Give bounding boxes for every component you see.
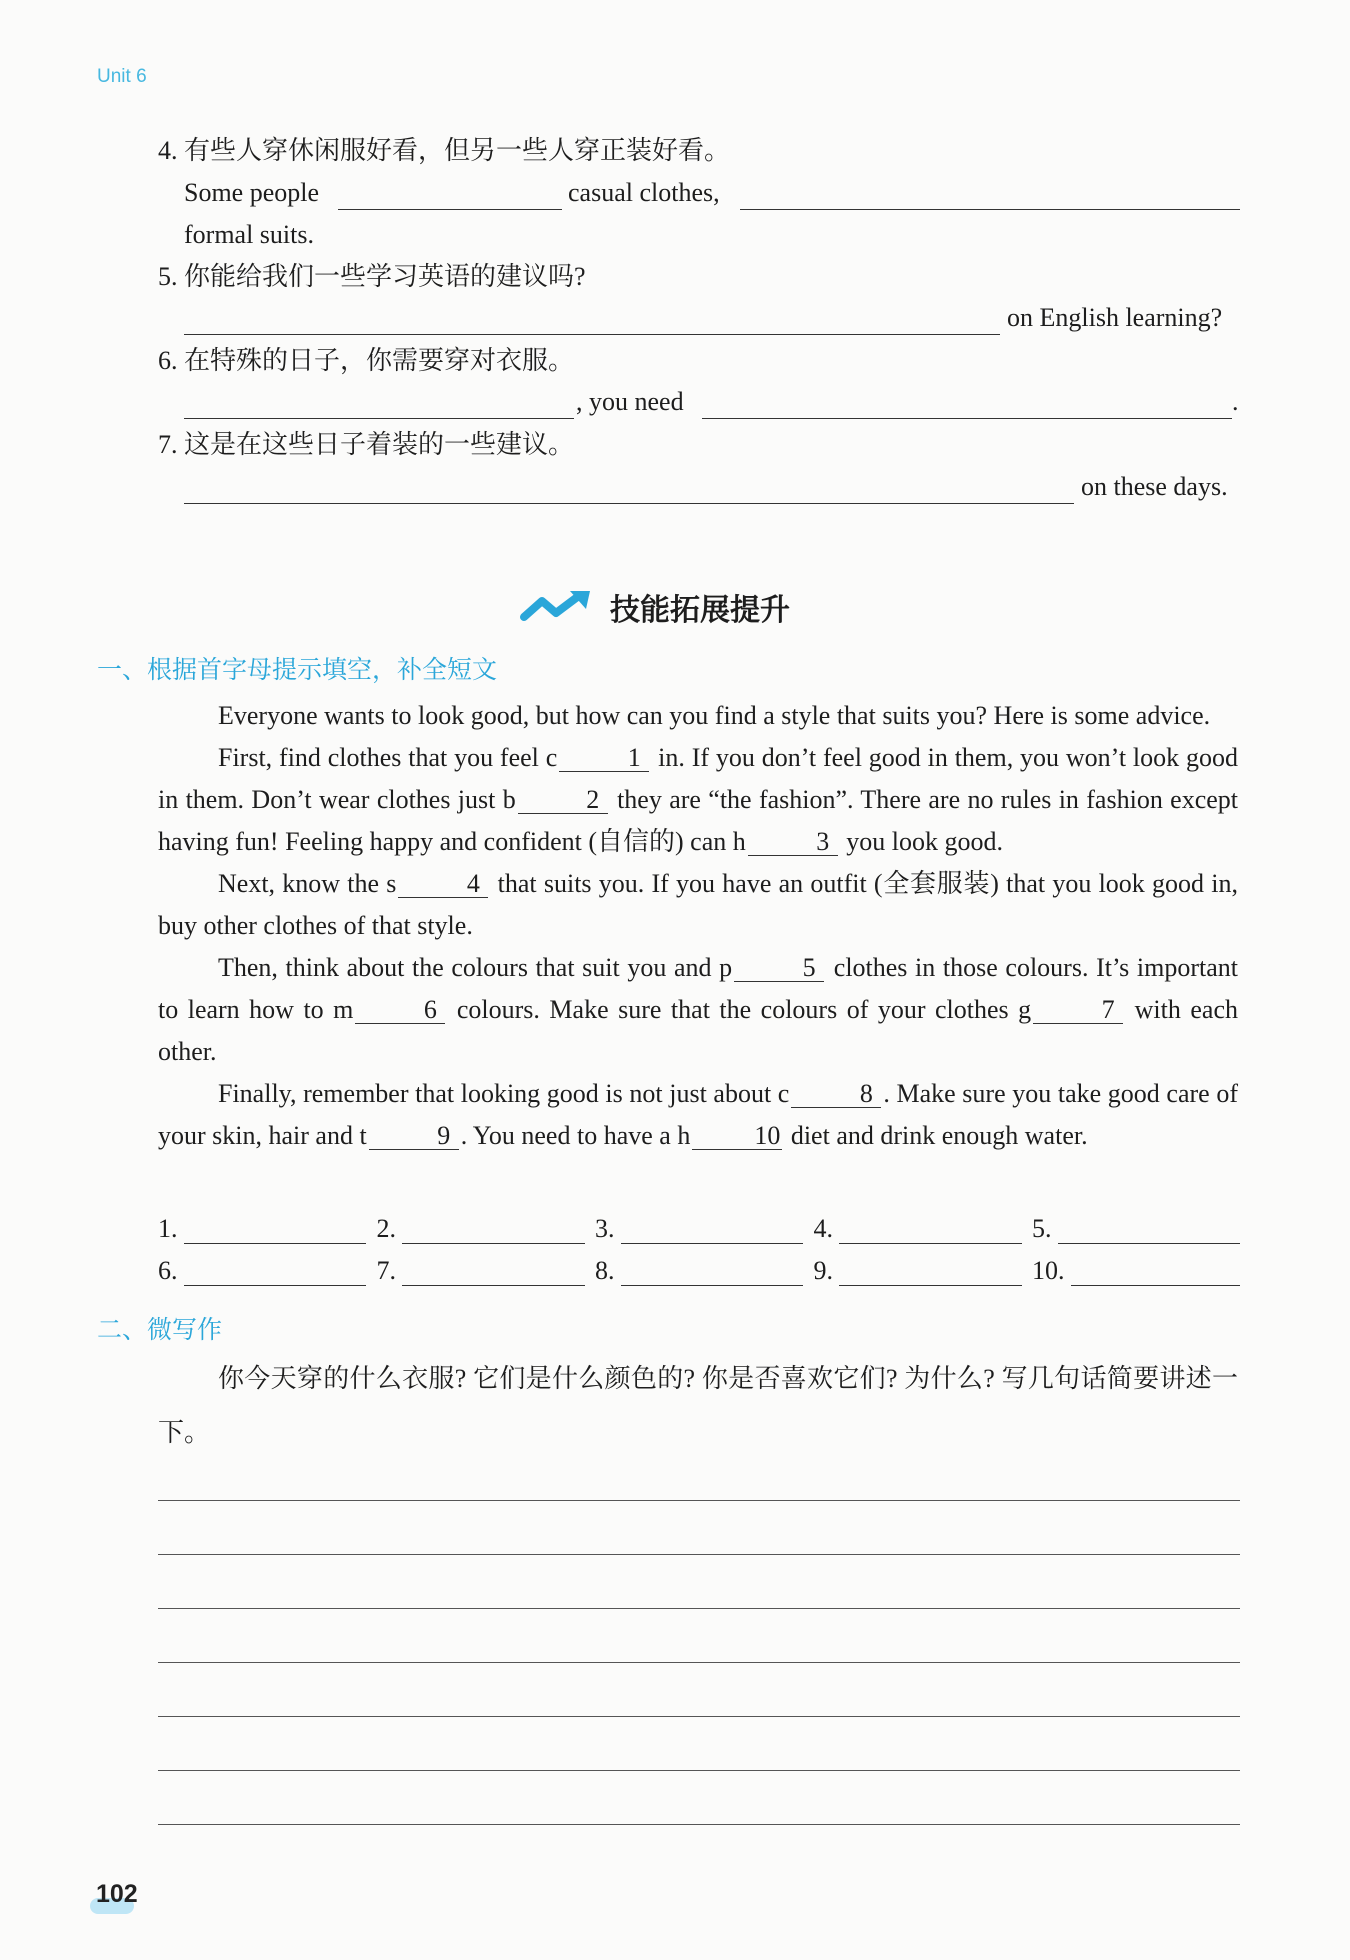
q5-chinese: 5. 你能给我们一些学习英语的建议吗? bbox=[158, 262, 586, 291]
banner-title: 技能拓展提升 bbox=[610, 593, 790, 628]
writing-line-1[interactable] bbox=[158, 1500, 1240, 1501]
answer-row-2 bbox=[158, 1244, 1240, 1286]
answer-3[interactable]: 3. bbox=[595, 1214, 803, 1244]
blank-8[interactable]: 8 bbox=[791, 1081, 881, 1108]
passage-p4: Then, think about the colours that suit you and p 5 clothes in those colours. It’s important to learn how to m 6 colours. Make sure that the colours of your clothes g 7 with each other. bbox=[158, 953, 1239, 1066]
blank-6[interactable]: 6 bbox=[355, 997, 445, 1024]
writing-line-7[interactable] bbox=[158, 1824, 1240, 1825]
unit-label: Unit 6 bbox=[97, 66, 147, 87]
q5-en-end: on English learning? bbox=[1007, 303, 1223, 332]
writing-prompt bbox=[158, 1352, 1238, 1460]
passage bbox=[158, 695, 1238, 1157]
page-number: 102 bbox=[96, 1880, 138, 1908]
skills-banner bbox=[520, 582, 790, 632]
answer-row-1 bbox=[158, 1202, 1240, 1244]
q5-blank[interactable] bbox=[184, 334, 1000, 335]
blank-3[interactable]: 3 bbox=[748, 829, 838, 856]
answer-5[interactable]: 5. bbox=[1032, 1214, 1240, 1244]
blank-1[interactable]: 1 bbox=[559, 745, 649, 772]
answer-2[interactable]: 2. bbox=[377, 1214, 585, 1244]
section2-heading: 二、微写作 bbox=[97, 1315, 223, 1344]
q6-blank-2[interactable] bbox=[702, 418, 1232, 419]
q6-chinese: 6. 在特殊的日子，你需要穿对衣服。 bbox=[158, 346, 575, 375]
q4-en-a: Some people bbox=[184, 178, 320, 207]
q4-blank-1[interactable] bbox=[338, 209, 562, 210]
writing-line-5[interactable] bbox=[158, 1716, 1240, 1717]
q7-en-end: on these days. bbox=[1081, 472, 1228, 501]
blank-7[interactable]: 7 bbox=[1033, 997, 1123, 1024]
q4-blank-2[interactable] bbox=[740, 209, 1240, 210]
answer-grid bbox=[158, 1202, 1240, 1286]
blank-5[interactable]: 5 bbox=[734, 955, 824, 982]
passage-p5: Finally, remember that looking good is not just about c 8 . Make sure you take good care of your skin, hair and t 9 . You need to have a h 10 diet and drink enough water. bbox=[158, 1079, 1238, 1150]
answer-4[interactable]: 4. bbox=[814, 1214, 1022, 1244]
writing-line-3[interactable] bbox=[158, 1608, 1240, 1609]
blank-2[interactable]: 2 bbox=[518, 787, 608, 814]
passage-p3: Next, know the s 4 that suits you. If you have an outfit (全套服装) that you look good in, buy other clothes of that style. bbox=[158, 869, 1238, 940]
answer-9[interactable]: 9. bbox=[814, 1256, 1022, 1286]
blank-9[interactable]: 9 bbox=[369, 1123, 459, 1150]
q4-en-b: casual clothes, bbox=[568, 178, 720, 207]
trend-up-icon bbox=[520, 589, 592, 625]
writing-line-2[interactable] bbox=[158, 1554, 1240, 1555]
q6-en-end: . bbox=[1232, 387, 1239, 416]
q4-chinese: 4. 有些人穿休闲服好看，但另一些人穿正装好看。 bbox=[158, 136, 731, 165]
writing-prompt-text: 你今天穿的什么衣服? 它们是什么颜色的? 你是否喜欢它们? 为什么? 写几句话简要讲述一下。 bbox=[158, 1364, 1238, 1447]
passage-p2: First, find clothes that you feel c 1 in. If you don’t feel good in them, you won’t look good in them. Don’t wear clothes just b 2 they are “the fashion”. There are no rules in fashion except having fun! Feeling happy and confident (自信的) can h 3 you look good. bbox=[158, 743, 1239, 856]
q4-en-c: formal suits. bbox=[184, 220, 314, 249]
answer-6[interactable]: 6. bbox=[158, 1256, 366, 1286]
answer-10[interactable]: 10. bbox=[1032, 1256, 1240, 1286]
writing-line-4[interactable] bbox=[158, 1662, 1240, 1663]
answer-8[interactable]: 8. bbox=[595, 1256, 803, 1286]
q7-blank[interactable] bbox=[184, 503, 1074, 504]
section1-heading: 一、根据首字母提示填空，补全短文 bbox=[97, 655, 498, 684]
writing-line-6[interactable] bbox=[158, 1770, 1240, 1771]
q6-en-mid: , you need bbox=[576, 387, 684, 416]
answer-1[interactable]: 1. bbox=[158, 1214, 366, 1244]
blank-4[interactable]: 4 bbox=[398, 871, 488, 898]
q6-blank-1[interactable] bbox=[184, 418, 574, 419]
answer-7[interactable]: 7. bbox=[377, 1256, 585, 1286]
passage-p1: Everyone wants to look good, but how can you find a style that suits you? Here is some advice. bbox=[218, 701, 1211, 730]
q7-chinese: 7. 这是在这些日子着装的一些建议。 bbox=[158, 430, 575, 459]
blank-10[interactable]: 10 bbox=[692, 1123, 782, 1150]
